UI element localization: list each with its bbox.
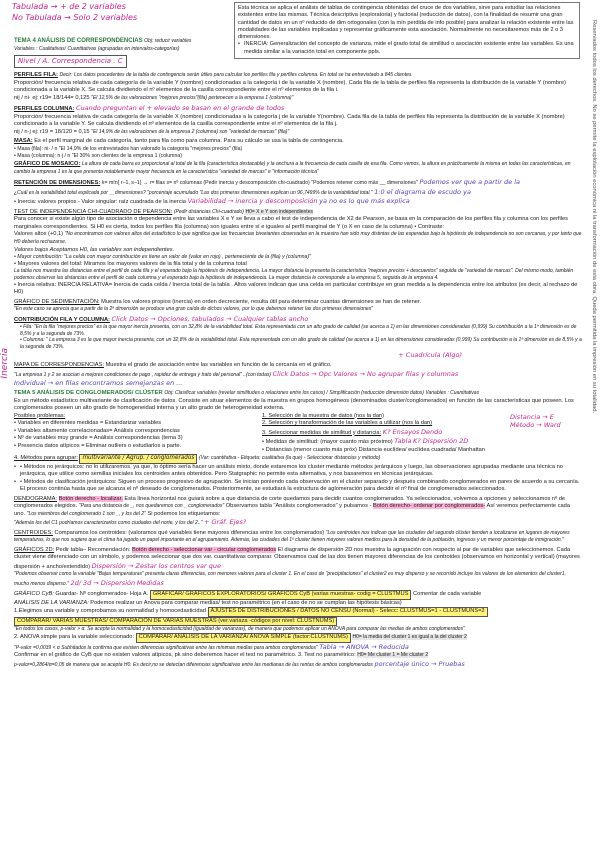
intro-inercia: • INERCIA: Generalización del concepto de varianza, mide el grado total de similitud o asociación existente entre las variables. Es una medida similar a la variación total en componente ppls. [238, 41, 576, 56]
tema5 [14, 390, 582, 494]
centroides [14, 530, 582, 545]
anova-label: ANÁLISIS DE LA VARIANZA: [14, 599, 89, 606]
tema4-variables: Variables : Cualitativas/ Cuantitativas (agrupadas en intervalos-categorías) [14, 45, 180, 52]
mapa-anno: Click Datos → Opc Valores → No agrupar filas y columnas [272, 369, 459, 378]
test-body: Para conocer si existe algún tipo de asociación o dependencia entre las variables X e Y se lleva a cabo el test de independencia de X2 de Pearson, se basa en la comparación de los perfiles fila y columna con los perfiles marginales correspondientes. Si H0 es cierta, todos los perfiles fila (columna) son iguales entre sí e iguales al perfil marginal de Y (o X en caso de la columna) • Contraste: [14, 216, 569, 230]
intro-text: Esta técnica se aplica el análisis de tablas de contingencia obtenidas del cruce de dos variables, sirve para estudiar las relaciones existentes entre las mismas. Técnica descriptiva (exploratoria) y factorial (reducción de datos), con la finalidad de resumir una gran cantidad de datos en un nº reducido de dim ortogonales (con la mín perdida de info posible) para analizar la relación existente entre las modalidades de las variables implicadas y representar gráficamente esta asociación. Normalmente no necesitaremos más de 2 o 3 dimensiones. [238, 5, 574, 41]
margin-note-inercia: Inercia [0, 348, 10, 379]
test-valores: Valores altos (+0,1) [14, 231, 64, 238]
tema5-a3: K? Ensayos [382, 427, 420, 436]
perfiles-fila-def: Decir: Los datos procedentes de la tabla de contingencia serán útiles para calcular los perfiles fila y perfiles columna. En total se ha entrevistado a 845 clientes. [59, 72, 413, 78]
tema5-title: TEMA 5 ANÁLISIS DE CONGLOMERADOS/ CLÚSTER [14, 389, 163, 396]
anova-h0: H0= la media del cluster 1 es igual a la del cluster 2 [352, 634, 467, 641]
dendograma-b2-text: Así veremos perfectamente cada uno. [14, 503, 570, 517]
cyb-box: GRAFICAR/ GRÁFICOS EXPLORATORIOS/ GRÁFICOS CyB (varias muestras- codig = CLUSTMUS [150, 590, 412, 600]
tema5-s3: 3. Seleccionar medidas de similitud y distancia: [262, 429, 382, 436]
dendograma-b1-text: Esta línea horizontal nos guiará sobre a que distancia de corte quedamos para decidir cuantos conglomerados. Ya seleccionados, volvemos a opciones y seleccionamos nº de conglomerados elegidos. [14, 495, 566, 510]
tema5-s2: 2. Selección y transformación de las variables a utilizar (nos la dan) [262, 420, 433, 427]
tema5-metodos: 4. Métodos para agrupar: [14, 455, 78, 462]
graficos2d-q: "Podemos observar como la variable "Bajas temperaturas" presenta claras diferencias, con menores valores para el cluster 1. En el caso de "precipitaciones" el cluster2 es muy disperso y se recorrido incluye los valores de los elementos del cluster1, mucho menos disperso." [14, 571, 566, 587]
copyright-notice: Reservados todos los derechos. No se permite la explotación económica ni la transformación de esta obra. Queda permitida la impresión en su totalidad. [591, 20, 597, 414]
tema5-s3a: • Medidas de similitud: (mayor cuanto más próximo) [262, 439, 393, 446]
anova-box4: COMPARAR/ ANÁLISIS DE LA VARIANZA/ ANOVA SIMPLE (factor:CLUSTNUMS) [136, 633, 351, 643]
retencion-anno: Podemos ver que a partir de la [419, 178, 521, 187]
anova-q1: "En todos los casos, p-valor > α. Se acepta la normalidad y la homocedasticidad (igualdad de varianzas), de manera que podemos aplicar un ANOVA para comparar las medias de ambos conglomerados" [14, 626, 465, 633]
perfiles-fila-title: PERFILES FILA: [14, 72, 58, 78]
centroides-label: CENTROIDES: [14, 529, 53, 536]
test-hyp: H0= X e Y son independientes [245, 208, 313, 215]
test-valores-q: "No encontramos con valores altos del estadístico lo que significa que las frecuencias bivariantes observadas en la muestra han sido muy distintas de las esperadas bajo la hipótesis de independencia no son cercanas, y por tanto que H0 debería rechazarse. [14, 231, 582, 245]
retencion-inercia: • Inercia: valores propios - Valor singular: raíz cuadrada de la inercia [14, 199, 186, 206]
intro-box [234, 2, 580, 59]
grafico-mosaico-body: La altura de cada barra es proporcional al total de la fila (característica destacable) y la anchura a la frecuencia de cada casilla de esa fila. Como vemos, la altura es prácticamente la misma en todas las características, en cambio la empresa 1 es la que presenta notablemente mayor frecuencia en la característica "variedad de marcas" e "información técnica" [14, 161, 571, 175]
masa-body: Es el perfil marginal de cada categoría, tanto para fila como para columna. Para su cálculo se usa la tabla de contingencia. [34, 138, 344, 145]
graficos2d-anno2: 2d/ 3d → Dispersión [70, 578, 136, 587]
perfiles-fila-body: Proporción/ frecuencia relativa de cada categoría de la variable Y (nombre) condicionadas a la categoría i de la variable X (nombre). Cada fila de la tabla de perfiles fila representa la distribución de la variable Y (nombre) condicionada a la variable X. Se calcula dividiendo el nº elementos de la casilla correspondiente entre el nº elementos de la fila i. [14, 79, 566, 94]
tema5-m2: • • Métodos de clasificación jerárquicos: Siguen un proceso progresivo de agrupación. Se inician poniendo cada observación en el cluster separado y después combinando conglomerados en pares de acuerdo a su cercanía. El proceso continúa hasta que se alcanza el nº deseado de conglomerados. Posteriormente, se estudiará la estructura de aglomeración para decidir el nº final de conglomerados seleccionados. [14, 479, 582, 494]
anova-q2: "P-valor =0,0039 < α Subhitados la confirma que existen diferencias significativas entre las mínimas medias para ambos conglomerados" [14, 644, 318, 651]
perfiles-columna [14, 104, 582, 136]
grafico-mosaico-title: GRÁFICO DE MOSAICO: [14, 161, 81, 168]
graficos2d-label: GRÁFICOS 2D: [14, 546, 55, 553]
tema5-p2: • Variables altamente correlacionadas= Análisis correspondencias [14, 427, 180, 434]
grafico-cyb [14, 590, 582, 669]
tema5-m1: • • Métodos no jerárquicos: no lo utilizaremos, ya que, lo óptimo sería hacer un análisis mixto, donde estaremos los cluster mediante métodos jerárquicos y luego, las observaciones agrupadas mediante una técnica no jerárquica, que utilice como semillas iniciales los centroides antes obtenidos. Pero Statgraphic no permite esta alternativa, y nos basaremos en técnicas jerárquicas. [14, 464, 582, 479]
centroides-q: "Los centroides nos indican que las ciudades del segundo clúster tienden a localizarse en lugares de mayores temperaturas, lo que nos sugiere que el clima ha jugado un papel importante en el agrupamiento. Además, las ciudades del 1º cluster tienen mayores valores medios para la densidad de la población, ingresos y un menor porcentaje de inmigración." [14, 529, 570, 544]
tema5-posibles: Posibles problemas: [14, 412, 66, 419]
perfiles-columna-example: "El 14,9% de las valoraciones de la empresa 2 (columna) son "variedad de marcas" (fila)" [91, 128, 290, 135]
dendograma-b2: Botón derecho- ordenar por conglomerados- [373, 503, 486, 510]
tema5-a2: Método → Ward [510, 421, 561, 430]
centroides-body: Comparamos los centroides: (valoramos qué variables tiene mayores diferencias entre los conglomerados) [54, 529, 325, 536]
contribucion-anno2: + Cuadrícula (Algo) [398, 350, 462, 359]
graficos2d-btn: Botón derecho - seleccionar var - circular conglomerados [131, 546, 277, 553]
test-mayor: • Mayor contribución: "La celda con mayor contribución es tiene un valor de (valor en rojo) , perteneciente de la (fila) y (columna)" [14, 254, 312, 261]
graficos2d-anno3: Medidas [136, 578, 164, 587]
masa-columna: • Masa (columna): n·j / n "El 30% son clientes de la empresa 1 (columna) [14, 152, 183, 159]
sedimentacion-q: "En este caso se aprecia que a partir de la 2ª dimensión se produce una gran caída de dichos valores, por lo que debemos retener las dos primeras dimensiones" [14, 306, 373, 313]
anova-anno: Tabla → ANOVA → Reducida [319, 642, 409, 651]
dendograma-q3: Si podemos los etiquetamos: [147, 510, 221, 517]
test-mayores-q: La tabla nos muestra las distancias entre el perfil de cada fila y el esperado bajo la hipótesis de independencia. La mayor distancia la presenta la característica "mejores precios + descuentos" seguida de "variedad de marcas". Del mismo modo, también podemos observar las distancias entre el perfil de cada columna y el esperado bajo la hipótesis de independencia. La mayor distancia le corresponde a la empresa 5, seguida de la empresa 4. [14, 268, 574, 281]
retencion-anno3: Variabilidad → inercia y descomposición [187, 197, 318, 206]
tema5-a1: Distancia → E [510, 412, 554, 421]
anova-h0b: H0= Me cluster 1 = Me cluster 2 [357, 652, 429, 659]
anova-confirm: Confirmar en el gráfico de CyB que no existen valores atípicos, pk sino deberemos hacer el test no paramétrico. [14, 652, 297, 659]
anova-q3: p-valor=0,2864/α=0,05 de manera que se acepta H0. Es decir,no se detectan diferencias significativas entre las medianas de las rentas de ambos conglomerados [14, 661, 373, 668]
graficos-2d [14, 547, 582, 589]
test-independencia [14, 209, 582, 297]
perfiles-fila-formula: nij / ni· ej: r19= 18/144= 0,125 [14, 94, 90, 101]
header-notes [12, 2, 224, 23]
retencion-q: ¿Cuál es la variabilidad total explicada por __dimensiones? "porcentaje acumulado "Las dos primeras dimensiones explican un 96,7499% de la variabilidad total." [14, 189, 373, 196]
retencion-title: RETENCIÓN DE DIMENSIONES: [14, 180, 101, 187]
nivel-box: Nivel / A. Correspondencia . C [14, 55, 127, 68]
tema4-title: TEMA 4 ANÁLISIS DE CORRESPONDENCIAS [14, 38, 143, 44]
anova-anno2: porcentaje único → Pruebas [374, 659, 465, 668]
dendograma-q: "Para una distancia de _, nos quedaremos con _ conglomerados" [78, 503, 225, 510]
perfiles-columna-title: PERFILES COLUMNA: [14, 106, 75, 113]
tema4-obj: Obj: reducir variables [144, 38, 192, 44]
perfiles-fila-example: "El 12,5% de las valoraciones "mejores precios"(fila) pertenecen a la empresa 1 (columna)" [91, 94, 294, 101]
mapa-q: "La empresa 1 y 2 se asocian a mejores condiciones de pago , rapidez de entrega y trato del personal" ..(con todas) [14, 371, 272, 378]
main-content [14, 72, 582, 671]
graficos2d-body2: El diagrama de dispersión 2D nos muestra la agrupación con respecto al par de variables que seleccionemos. Cada cluster viene diferenciado con un símbolo, y podemos seleccionar que dos var. cuantitativas comparar. Observamos cual de las dos tienen mayores diferencias de los centroides (observamos en horizontal y vertical) (mayores dispersión + ancho/extendido) [14, 546, 580, 570]
tema5-p3: • Nº de variables muy grande = Análisis correspondencias (tema 3) [14, 435, 183, 442]
cyb-label: GRÁFICO CyB: [14, 591, 54, 598]
retencion-anno2: 1:0 el diagrama de escudo ya [374, 187, 471, 196]
anova-box2: AJUSTES DE DISTRIBUCIONES / DATOS NO CENSU (Normal) - Selecc: CLUSTMUS=1 - CLUSTMUNS=2 [208, 607, 488, 617]
anova-s2: 2. ANOVA simple para la variable seleccionado: [14, 634, 135, 641]
retencion-body: k= mín{ r−1, s−1} → r= filas s= nº columnas (Pedir inercia y descomposición chi-cuadrado) "Podemos retener como máx __ dimensiones" [101, 180, 418, 187]
handwritten-note-tabulada: Tabulada → + de 2 variables [12, 2, 126, 11]
dendograma-q4: "Además los del C1 podríamos caracterizarlos como ciudades del norte, y los del 2.." [14, 520, 203, 527]
retencion-anno4: ya no es lo que más explica [319, 197, 410, 206]
anova-box3: COMPARAR/ VARIAS MUESTRAS/ COMPARACIÓN DE VARIAS MUESTRAS (ver.variaza -códigos por nivel: CLUSTNUMS) [14, 617, 337, 627]
masa-fila: • Masa (fila): ni· / n "El 14,9% de los entrevistados han valorado la categoría "mejores precios" (fila) [14, 145, 243, 152]
perfiles-columna-formula: nij / n·j ej: r19 = 18/120 = 0,15 [14, 128, 90, 135]
anova-s1: 1.Elegimos una variable y comprobamos su normalidad y homocedasticidad [14, 608, 206, 615]
handwritten-note-no-tabulada: No Tabulada → Solo 2 variables [12, 12, 138, 22]
mapa-anno2: Individual → en filas encontramos semejanzas en ... [14, 379, 183, 388]
test-mayores-total: • Mayores valores del total: Miramos los mayores valores de la fila total y de la columna total [14, 260, 247, 267]
retencion [14, 178, 582, 207]
tema5-var: (Var: cuantitativa - Etiqueta: cualitativa (la que) - Seleccionar distancias y método) [198, 455, 381, 462]
tema4-header [14, 38, 230, 68]
test-title: TEST DE INDEPENDENCIA CHI-CUADRADO DE PEARSON: [14, 208, 173, 215]
tema5-p1: • Variables en diferentes medidas = Estandarizar variables [14, 420, 162, 427]
graficos2d-anno: Dispersión → Zestar los centros var que [91, 561, 222, 570]
sedimentacion-title: GRÁFICO DE SEDIMENTACIÓN: [14, 298, 100, 305]
grafico-mosaico [14, 161, 582, 176]
anova-text: Podemos realizar un Anova para comparar medias/ test no paramétrico (en el caso de no se cumplan las hipótesis básicas) [90, 599, 402, 606]
contribucion-fila: • Fila: "En la fila "mejores precios" es la que mayor inercia presenta, con un 32,8% de la variabilidad total. Esta representada con un alto grado de calidad (se acerca a 1) en las dimensiones consideradas (0,999) Su contribución a la 1ª dimensión es de 8,5% y a la segunda de 73%. [20, 324, 577, 337]
test-valores-bajos: Valores bajos Aceptamos H0, las variables son independientes. [14, 246, 175, 253]
perfiles-fila [14, 72, 582, 102]
tema5-p4: • Presencia datos atípicos = Eliminar outliers o estudiarlos a parte. [14, 442, 182, 449]
masa-title: MASA: [14, 138, 33, 145]
dendograma-label: DENDOGRAMA: [14, 495, 57, 502]
dendograma-b1: Botón derecho - localizar. [58, 495, 123, 502]
cyb-after: Comentar de cada variable [413, 591, 482, 598]
tema5-obj: Obj: Clasificar variables (revelar similitudes o relaciones entre los casos) / Simplificación (reducción dimensión datos) Variables : Cuantitativas [164, 389, 480, 396]
tema5-s3b: • Distancias (menor cuanto más próx) Distancia euclídea/ euclídea cuadrada/ Manhattan [262, 446, 485, 453]
tema5-a5: Tabla [394, 437, 412, 446]
contribucion-anno: Click Datos → Opciones, tabulados → Cualquier tablas ancho [111, 314, 309, 323]
dendograma-q2: "Los miembros del conglomerado 1 son _, y los del 2" [26, 510, 146, 517]
contribucion-columna: • Columna: " La empresa 3 es la que mayor inercia presenta, con un 32,8% de la variabilidad total. Esta representada con un alto grado de calidad (se acerca a 1) en las dimensiones consideradas (0,999) Su contribución a la 1ª dimensión es de 8,5% y a la segunda de 73%. [20, 337, 582, 351]
anova-s3: 3. Test no paramétrico: [297, 652, 356, 659]
graficos2d-body: Pedir tabla– Recomendación: [55, 546, 131, 553]
mapa-body: Muestra el grado de asociación entre las variables en función de la cercanía en el gráfico. [105, 362, 332, 369]
perfiles-columna-body: Proporción/ frecuencia relativa de cada categoría de la variable X (nombre) condicionadas a la categoría j de la variable Y(nombre). Cada fila de la tabla de perfiles fila representa la distribución de la variable X (nombre) condicionado a la variable Y. Se calcula dividiendo el nº elementos de la casilla correspondiente entre el nº elementos de la fila j. [14, 113, 565, 128]
dendograma-obs: Observamos tabla "Análisis conglomerados" y pulsamos - [225, 503, 372, 510]
mapa-correspondencias [14, 362, 582, 388]
mapa-title: MAPA DE CORRESPONDENCIAS: [14, 362, 104, 369]
test-sub: (Pedir distancias Chi-cuadrado) [173, 208, 244, 215]
contribucion-title: CONTRIBUCIÓN FILA Y COLUMNA: [14, 316, 110, 323]
sedimentacion-body: Muestra los valores propios (inercia) en orden decreciente, resulta útil para determinar cuantas dimensiones se han de retener. [101, 298, 422, 305]
contribucion [14, 315, 582, 360]
tema5-metodos-box: multivariante / Agrup. / conglomerados [79, 454, 197, 464]
dendograma [14, 496, 582, 528]
tema5-a6: K? Dispersión 2D [413, 437, 469, 446]
tema5-s1: 1. Selección de la muestra de datos (nos la dan) [262, 412, 385, 419]
masa [14, 138, 582, 159]
dendograma-anno: + Gráf. Ejes? [203, 518, 247, 527]
tema5-a4: Dendo [420, 427, 443, 436]
sedimentacion [14, 299, 582, 313]
cyb-body: Guardar- Nº conglomerados- Hoja A. [55, 591, 149, 598]
tema5-body: Es un método estadístico multivariante de clasificación de datos. Consiste en situar elementos de la muestra en grupos homogéneos (denominados cluster/conglomerados) en función de las características que poseen. Los conglomerados poseen un alto grado de homogeneidad interna y un alto grado de heterogeneidad externa. [14, 397, 574, 412]
test-inercia-rel: • Inercia relativa: INERCIA RELATIVA= Inercia de cada celda / Inercia total de la tabla . Altos valores indican que una celda en particular contribuye en gran medida a la dependencia entre los atributos (es decir, al rechazo de H0) [14, 281, 578, 296]
perfiles-columna-anno: Cuando preguntan el + elevado se basan en el grande de todos [75, 104, 285, 113]
